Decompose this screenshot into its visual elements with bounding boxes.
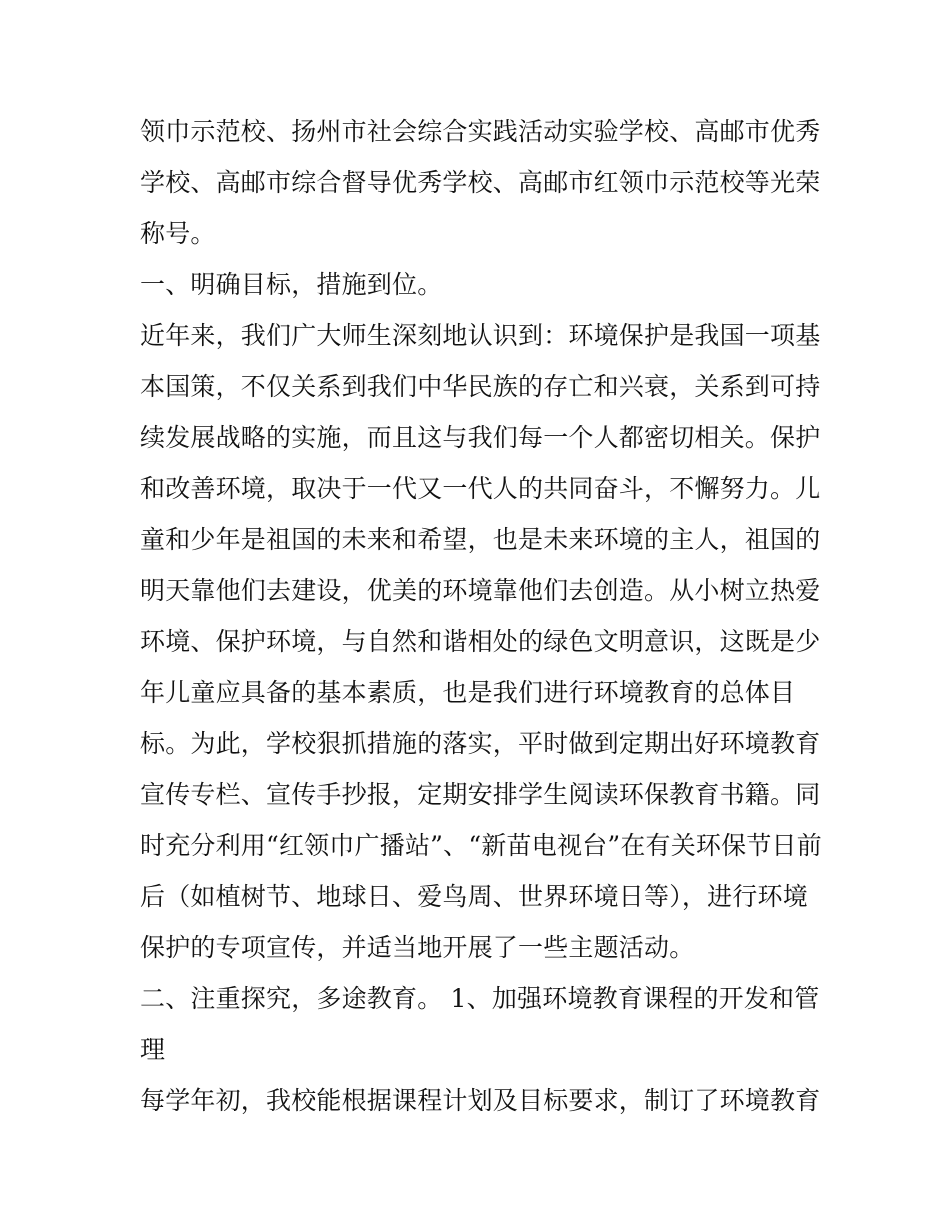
text-line: 理 (140, 1035, 166, 1064)
text-line: 领巾示范校、扬州市社会综合实践活动实验学校、高邮市优秀 (140, 117, 821, 146)
text-line: 保护的专项宣传，并适当地开展了一些主题活动。 (140, 933, 695, 962)
section-heading: 二、注重探究，多途教育。 1、加强环境教育课程的开发和管 (140, 984, 820, 1013)
text-line: 续发展战略的实施，而且这与我们每一个人都密切相关。保护 (140, 423, 821, 452)
text-line: 每学年初，我校能根据课程计划及目标要求，制订了环境教育 (140, 1086, 821, 1115)
text-line: 近年来，我们广大师生深刻地认识到：环境保护是我国一项基 (140, 321, 821, 350)
text-line: 环境、保护环境，与自然和谐相处的绿色文明意识，这既是少 (140, 627, 821, 656)
text-line: 宣传专栏、宣传手抄报，定期安排学生阅读环保教育书籍。同 (140, 780, 821, 809)
text-line: 年儿童应具备的基本素质，也是我们进行环境教育的总体目 (140, 678, 796, 707)
text-line: 标。为此，学校狠抓措施的落实，平时做到定期出好环境教育 (140, 729, 821, 758)
text-line: 本国策，不仅关系到我们中华民族的存亡和兴衰，关系到可持 (140, 372, 821, 401)
text-line: 童和少年是祖国的未来和希望，也是未来环境的主人，祖国的 (140, 525, 821, 554)
document-text (140, 106, 820, 1126)
text-line: 学校、高邮市综合督导优秀学校、高邮市红领巾示范校等光荣 (140, 168, 821, 197)
section-heading: 一、明确目标，措施到位。 (140, 270, 443, 299)
text-line: 和改善环境，取决于一代又一代人的共同奋斗，不懈努力。儿 (140, 474, 821, 503)
text-line: 称号。 (140, 219, 216, 248)
text-line: 后（如植树节、地球日、爱鸟周、世界环境日等），进行环境 (140, 882, 808, 911)
text-line: 时充分利用“红领巾广播站”、“新苗电视台”在有关环保节日前 (140, 831, 822, 860)
text-line: 明天靠他们去建设，优美的环境靠他们去创造。从小树立热爱 (140, 576, 821, 605)
